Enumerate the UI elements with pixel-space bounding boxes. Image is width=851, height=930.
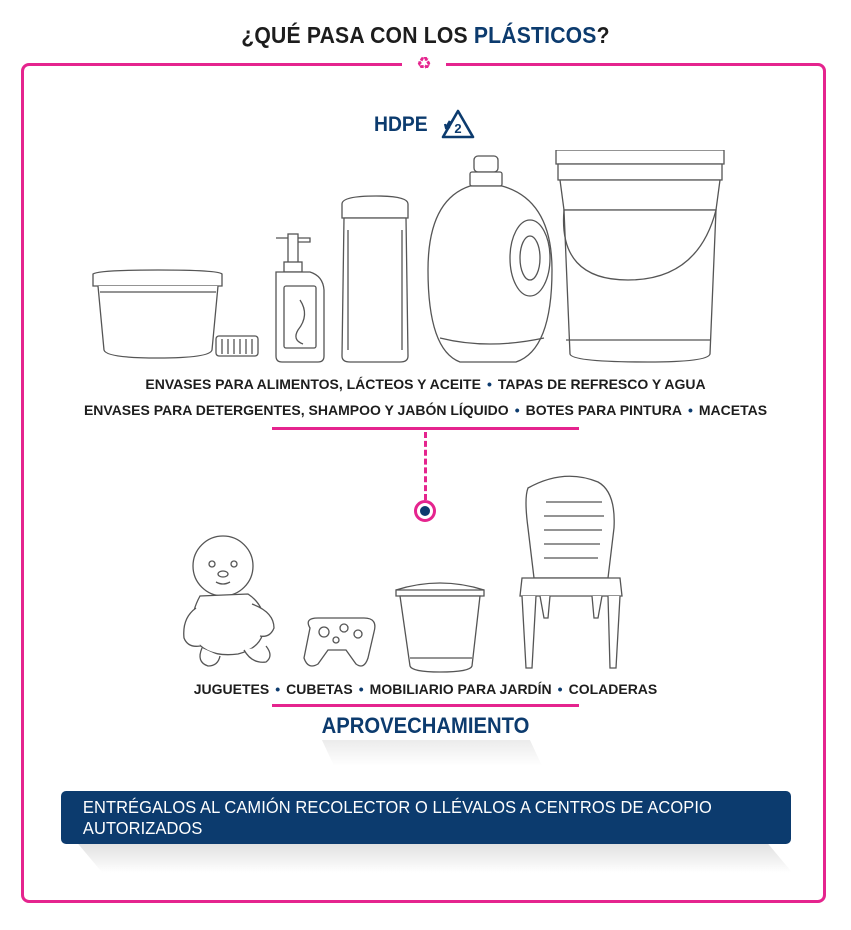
game-controller-icon <box>304 618 375 666</box>
food-container-icon <box>93 270 222 358</box>
subtitle-shadow <box>322 740 542 766</box>
recycle-icon: ♻ <box>416 54 432 73</box>
title-prefix: ¿QUÉ PASA CON LOS <box>241 22 474 48</box>
plastic-code-label: HDPE <box>374 113 428 136</box>
shampoo-bottle-icon <box>342 196 408 362</box>
title-suffix: ? <box>596 22 610 48</box>
separator-bullet: • <box>687 402 693 418</box>
recycled-products-illustration <box>178 468 628 678</box>
soap-pump-icon <box>276 234 324 362</box>
use-item: BOTES PARA PINTURA <box>525 402 682 418</box>
section-subtitle: APROVECHAMIENTO <box>321 713 530 738</box>
banner-shadow <box>77 843 792 873</box>
separator-bullet: • <box>358 681 364 697</box>
bottle-cap-icon <box>216 336 258 356</box>
recycling-triangle-icon <box>440 109 476 141</box>
products-line <box>0 681 851 697</box>
product-item: MOBILIARIO PARA JARDÍN <box>369 681 552 697</box>
use-item: MACETAS <box>698 402 768 418</box>
product-item: JUGUETES <box>193 681 270 697</box>
product-item: CUBETAS <box>286 681 353 697</box>
disposal-banner-text: ENTRÉGALOS AL CAMIÓN RECOLECTOR O LLÉVALOS A CENTROS DE ACOPIO AUTORIZADOS <box>82 796 712 838</box>
cubeta-icon <box>396 583 484 672</box>
separator-bullet: • <box>486 376 492 392</box>
separator-bullet: • <box>275 681 281 697</box>
doll-icon <box>184 536 274 666</box>
separator-bullet: • <box>514 402 520 418</box>
divider-bottom <box>272 704 579 707</box>
use-item: TAPAS DE REFRESCO Y AGUA <box>497 376 706 392</box>
plastic-code <box>374 108 476 142</box>
plastic-code-number: 2 <box>454 121 462 136</box>
product-item: COLADERAS <box>568 681 658 697</box>
hdpe-items-illustration <box>88 150 738 365</box>
disposal-banner <box>61 791 791 844</box>
separator-bullet: • <box>557 681 563 697</box>
title-accent: PLÁSTICOS <box>473 22 597 48</box>
use-item: ENVASES PARA DETERGENTES, SHAMPOO Y JABÓN LÍQUIDO <box>83 402 509 418</box>
garden-chair-icon <box>520 476 622 668</box>
uses-line-1 <box>0 376 851 392</box>
page-title <box>34 22 817 49</box>
divider-top <box>272 427 579 430</box>
uses-line-2 <box>0 402 851 418</box>
paint-bucket-icon <box>556 150 724 362</box>
use-item: ENVASES PARA ALIMENTOS, LÁCTEOS Y ACEITE <box>145 376 481 392</box>
detergent-jug-icon <box>428 156 552 362</box>
